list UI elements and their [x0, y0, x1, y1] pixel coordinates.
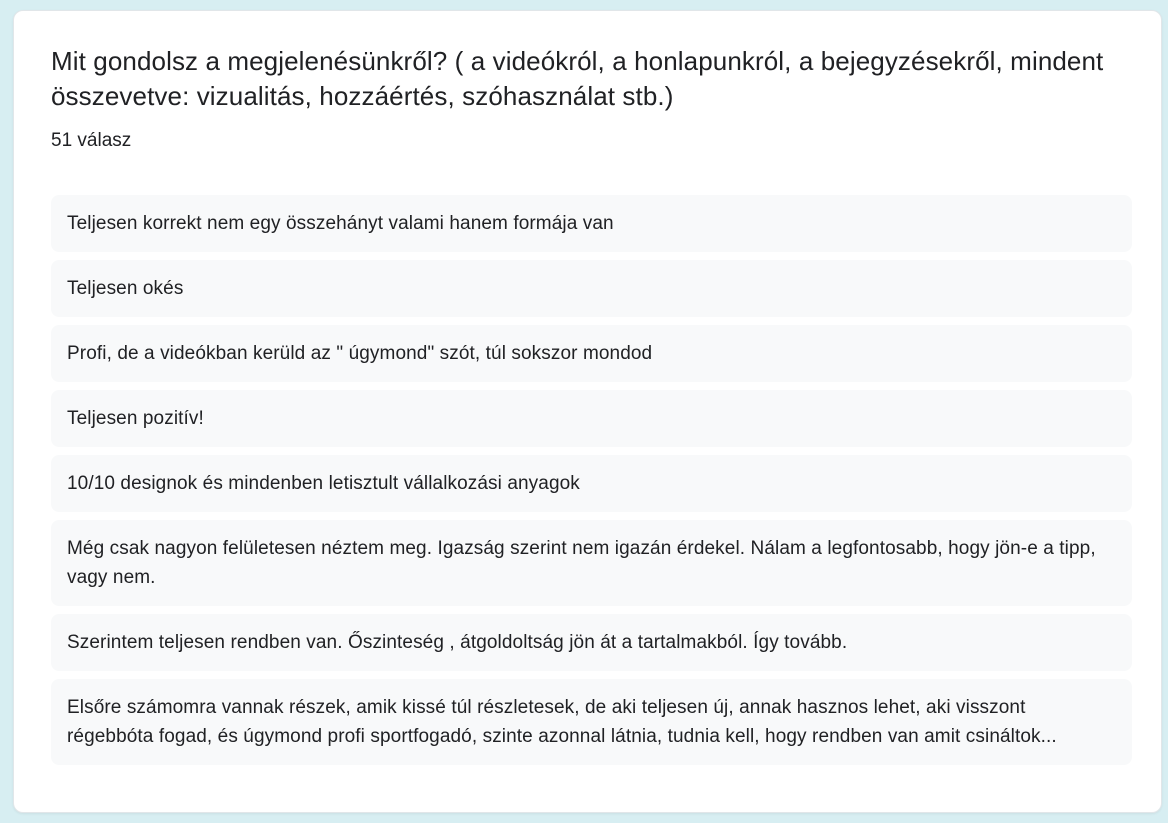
answers-scroll-list[interactable]	[51, 195, 1132, 785]
response-item: Teljesen pozitív!	[51, 390, 1132, 447]
question-title: Mit gondolsz a megjelenésünkről? ( a videókról, a honlapunkról, a bejegyzésekről, mindent összevetve: vizualitás, hozzáértés, szóhasználat stb.)	[51, 46, 1104, 111]
response-item: Elsőre számomra vannak részek, amik kissé túl részletesek, de aki teljesen új, annak hasznos lehet, aki visszont régebbóta fogad, és úgymond profi sportfogadó, szinte azonnal látnia, tudnia kell, hogy rendben van amit csináltok...	[51, 679, 1132, 765]
response-item: Profi, de a videókban kerüld az " úgymond" szót, túl sokszor mondod	[51, 325, 1132, 382]
question-summary-card	[13, 10, 1162, 813]
response-item: Még csak nagyon felületesen néztem meg. Igazság szerint nem igazán érdekel. Nálam a legfontosabb, hogy jön-e a tipp, vagy nem.	[51, 520, 1132, 606]
response-count: 51 válasz	[51, 130, 132, 151]
response-item: Szerintem teljesen rendben van. Őszinteség , átgoldoltság jön át a tartalmakból. Így tovább.	[51, 614, 1132, 671]
response-item: Teljesen korrekt nem egy összehányt valami hanem formája van	[51, 195, 1132, 252]
response-item: Teljesen okés	[51, 260, 1132, 317]
response-item: 10/10 designok és mindenben letisztult vállalkozási anyagok	[51, 455, 1132, 512]
